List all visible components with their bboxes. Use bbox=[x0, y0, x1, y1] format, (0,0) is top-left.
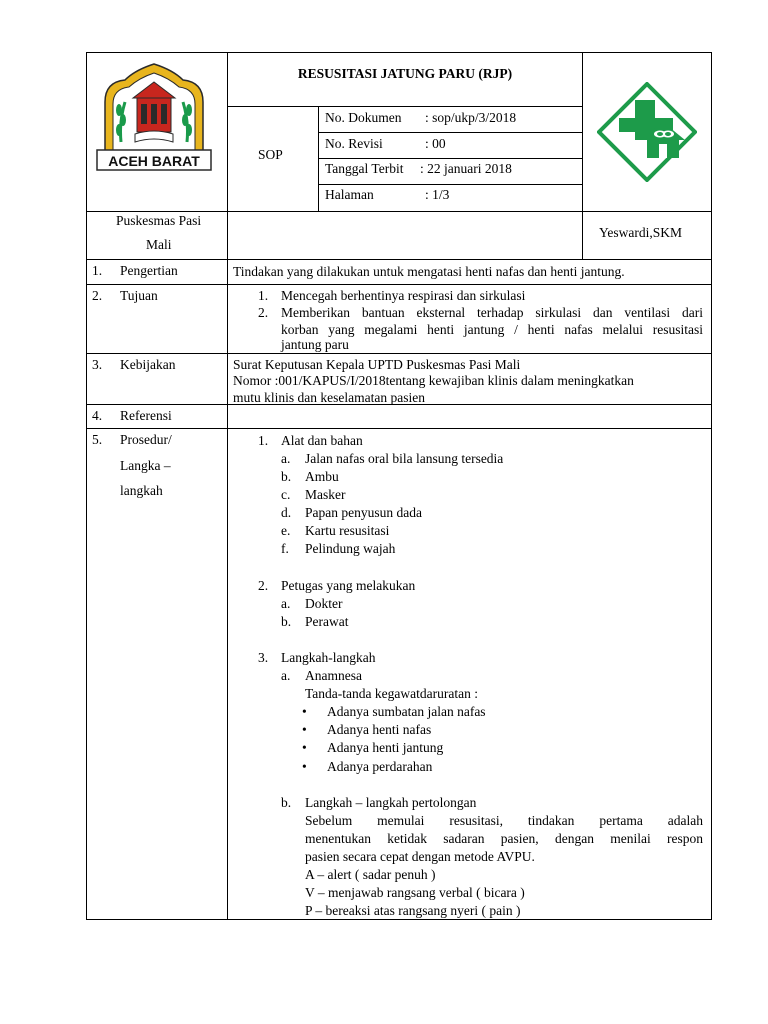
item-text: Jalan nafas oral bila lansung tersedia bbox=[305, 451, 504, 466]
group-number: 1. bbox=[258, 433, 269, 448]
item-letter: b. bbox=[281, 614, 292, 629]
avpu-key: V – bbox=[305, 885, 325, 900]
logo-text: ACEH BARAT bbox=[108, 153, 200, 169]
section-number: 1. bbox=[92, 263, 103, 278]
avpu-text: bereaksi atas rangsang nyeri ( pain ) bbox=[322, 903, 521, 918]
section-title: langkah bbox=[120, 483, 163, 498]
item-letter: d. bbox=[281, 505, 292, 520]
section-title: Tujuan bbox=[120, 288, 158, 303]
item-text: Perawat bbox=[305, 614, 349, 629]
item-text: Kartu resusitasi bbox=[305, 523, 390, 538]
section-title: Prosedur/ bbox=[120, 432, 172, 447]
item-letter: f. bbox=[281, 541, 289, 556]
section-text: Tindakan yang dilakukan untuk mengatasi henti nafas dan henti jantung. bbox=[233, 264, 625, 279]
issue-date-label: Tanggal Terbit bbox=[325, 161, 404, 176]
revision-label: No. Revisi bbox=[325, 136, 383, 151]
list-item-text: korban yang megalami henti jantung / henti nafas melalui resusitasi bbox=[281, 322, 703, 337]
section-number: 2. bbox=[92, 288, 103, 303]
bullet-icon: • bbox=[302, 704, 307, 719]
section-title: Referensi bbox=[120, 408, 172, 423]
list-item-number: 1. bbox=[258, 288, 269, 303]
paragraph-line: menentukan ketidak sadaran pasien, dengan menilai respon bbox=[305, 831, 703, 846]
bullet-icon: • bbox=[302, 740, 307, 755]
puskesmas-logo bbox=[597, 82, 697, 182]
group-title: Langkah-langkah bbox=[281, 650, 376, 665]
puskesmas-name-line2: Mali bbox=[146, 237, 172, 252]
item-text: Pelindung wajah bbox=[305, 541, 396, 556]
item-letter: e. bbox=[281, 523, 291, 538]
issue-date-value: : 22 januari 2018 bbox=[420, 161, 512, 176]
item-text: Langkah – langkah pertolongan bbox=[305, 795, 477, 810]
section-number: 5. bbox=[92, 432, 103, 447]
paragraph-line: pasien secara cepat dengan metode AVPU. bbox=[305, 849, 535, 864]
bullet-text: Adanya henti nafas bbox=[327, 722, 432, 737]
sop-label: SOP bbox=[258, 147, 283, 162]
item-text: Ambu bbox=[305, 469, 339, 484]
page-label: Halaman bbox=[325, 187, 374, 202]
item-subtitle: Tanda-tanda kegawatdaruratan : bbox=[305, 686, 478, 701]
item-letter: a. bbox=[281, 596, 291, 611]
signer-name: Yeswardi,SKM bbox=[599, 225, 683, 240]
page-value: : 1/3 bbox=[425, 187, 450, 202]
policy-line: Surat Keputusan Kepala UPTD Puskesmas Pasi Mali bbox=[233, 357, 521, 372]
item-text: Papan penyusun dada bbox=[305, 505, 422, 520]
item-text: Dokter bbox=[305, 596, 343, 611]
document-title: RESUSITASI JATUNG PARU (RJP) bbox=[297, 66, 513, 81]
bullet-icon: • bbox=[302, 759, 307, 774]
list-item-text: jantung paru bbox=[281, 337, 349, 352]
group-number: 3. bbox=[258, 650, 269, 665]
avpu-line bbox=[305, 884, 525, 902]
bullet-icon: • bbox=[302, 722, 307, 737]
item-letter: c. bbox=[281, 487, 291, 502]
list-item-text: Mencegah berhentinya respirasi dan sirkulasi bbox=[281, 288, 526, 303]
section-title: Kebijakan bbox=[120, 357, 176, 372]
item-letter: b. bbox=[281, 469, 292, 484]
item-letter: a. bbox=[281, 668, 291, 683]
paragraph-line: Sebelum memulai resusitasi, tindakan pertama adalah bbox=[305, 813, 703, 828]
section-title: Langka – bbox=[120, 458, 171, 473]
aceh-barat-logo bbox=[95, 62, 213, 172]
avpu-line bbox=[305, 902, 520, 920]
policy-line: Nomor :001/KAPUS/I/2018tentang kewajiban klinis dalam meningkatkan bbox=[233, 373, 634, 388]
avpu-line bbox=[305, 866, 435, 884]
list-item-number: 2. bbox=[258, 305, 269, 320]
item-letter: b. bbox=[281, 795, 292, 810]
doc-number-value: : sop/ukp/3/2018 bbox=[425, 110, 517, 125]
bullet-text: Adanya perdarahan bbox=[327, 759, 433, 774]
policy-line: mutu klinis dan keselamatan pasien bbox=[233, 390, 425, 405]
puskesmas-cross-icon bbox=[597, 82, 697, 182]
puskesmas-name-line1: Puskesmas Pasi bbox=[116, 213, 202, 228]
avpu-text: menjawab rangsang verbal ( bicara ) bbox=[324, 885, 525, 900]
section-title: Pengertian bbox=[120, 263, 178, 278]
avpu-key: P – bbox=[305, 903, 323, 918]
avpu-text: alert ( sadar penuh ) bbox=[324, 867, 436, 882]
revision-value: : 00 bbox=[425, 136, 446, 151]
group-number: 2. bbox=[258, 578, 269, 593]
section-number: 4. bbox=[92, 408, 103, 423]
doc-number-label: No. Dokumen bbox=[325, 110, 402, 125]
group-title: Alat dan bahan bbox=[281, 433, 363, 448]
bullet-text: Adanya henti jantung bbox=[327, 740, 444, 755]
item-text: Masker bbox=[305, 487, 346, 502]
item-letter: a. bbox=[281, 451, 291, 466]
item-text: Anamnesa bbox=[305, 668, 362, 683]
group-title: Petugas yang melakukan bbox=[281, 578, 416, 593]
list-item-text: Memberikan bantuan eksternal terhadap sirkulasi dan ventilasi dari bbox=[281, 305, 703, 320]
section-number: 3. bbox=[92, 357, 103, 372]
avpu-key: A – bbox=[305, 867, 325, 882]
bullet-text: Adanya sumbatan jalan nafas bbox=[327, 704, 486, 719]
